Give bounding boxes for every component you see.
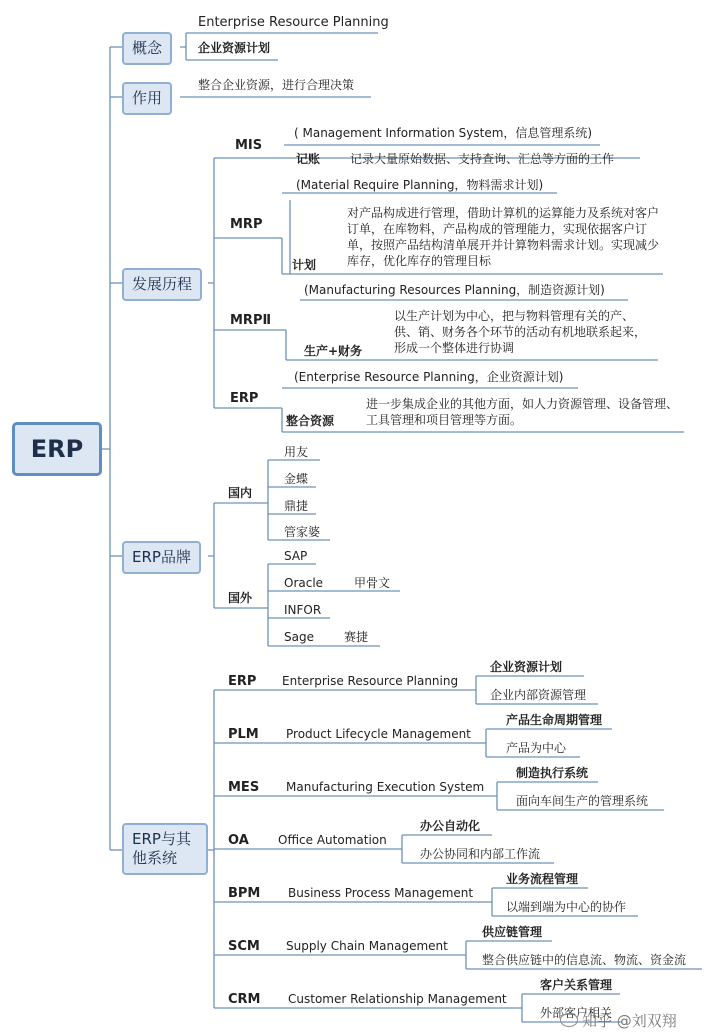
brand-item: Oracle bbox=[284, 576, 324, 590]
mrp-sub: 计划 bbox=[292, 258, 317, 272]
erp-hist-sub: 整合资源 bbox=[286, 414, 335, 428]
mrp-label[interactable]: MRP bbox=[230, 217, 263, 232]
node-history[interactable]: 发展历程 bbox=[122, 268, 202, 301]
system-zh: 办公自动化 bbox=[420, 819, 481, 833]
watermark-text: 知乎 @刘双翔 bbox=[582, 1012, 677, 1030]
brand-item-cn: 甲骨文 bbox=[354, 576, 391, 590]
system-desc: 外部客户相关 bbox=[540, 1006, 613, 1020]
node-brands[interactable]: ERP品牌 bbox=[122, 541, 201, 574]
brand-item: Sage bbox=[284, 630, 314, 644]
mrp2-desc: 以生产计划为中心，把与物料管理有关的产、供、销、财务各个环节的活动有机地联系起来，形成一个整体进行协调 bbox=[394, 309, 647, 355]
node-concept[interactable]: 概念 bbox=[122, 32, 172, 65]
system-abbr[interactable]: OA bbox=[228, 833, 249, 848]
mis-label[interactable]: MIS bbox=[235, 138, 263, 153]
system-desc: 企业内部资源管理 bbox=[490, 688, 587, 702]
mrp-desc: 对产品构成进行管理，借助计算机的运算能力及系统对客户订单，在库物料，产品构成的管理能力，实现依据客户订单，按照产品结构清单展开并计算物料需求计划。实现减少库存，优化库存的管理目标 bbox=[347, 206, 660, 268]
root-node[interactable]: ERP bbox=[12, 422, 102, 476]
system-desc: 整合供应链中的信息流、物流、资金流 bbox=[482, 953, 687, 967]
erp-hist-full: (Enterprise Resource Planning，企业资源计划) bbox=[294, 370, 564, 384]
system-desc: 办公协同和内部工作流 bbox=[420, 847, 541, 861]
brand-item: 鼎捷 bbox=[284, 499, 309, 513]
system-desc: 面向车间生产的管理系统 bbox=[516, 794, 649, 808]
system-full: Supply Chain Management bbox=[286, 939, 448, 953]
system-zh: 制造执行系统 bbox=[516, 766, 589, 780]
system-zh: 客户关系管理 bbox=[540, 978, 613, 992]
system-zh: 供应链管理 bbox=[482, 925, 543, 939]
system-abbr[interactable]: MES bbox=[228, 780, 260, 795]
concept-zh: 企业资源计划 bbox=[198, 41, 271, 55]
brands-domestic[interactable]: 国内 bbox=[228, 486, 253, 500]
mrp2-sub: 生产+财务 bbox=[304, 344, 363, 358]
concept-en: Enterprise Resource Planning bbox=[198, 15, 389, 30]
brand-item: 金蝶 bbox=[284, 472, 309, 486]
brands-foreign[interactable]: 国外 bbox=[228, 591, 253, 605]
erp-hist-label[interactable]: ERP bbox=[230, 391, 259, 406]
brand-item: 用友 bbox=[284, 445, 309, 459]
purpose-text: 整合企业资源，进行合理决策 bbox=[198, 78, 355, 92]
mis-desc: 记录大量原始数据、支持查询、汇总等方面的工作 bbox=[350, 152, 615, 166]
system-abbr[interactable]: SCM bbox=[228, 939, 260, 954]
brand-item-cn: 赛捷 bbox=[344, 630, 369, 644]
node-purpose[interactable]: 作用 bbox=[122, 82, 172, 115]
mrp2-full: (Manufacturing Resources Planning，制造资源计划) bbox=[304, 283, 605, 297]
system-desc: 产品为中心 bbox=[506, 741, 567, 755]
system-zh: 产品生命周期管理 bbox=[506, 713, 603, 727]
node-others[interactable]: ERP与其他系统 bbox=[122, 823, 208, 875]
brand-item: 管家婆 bbox=[284, 525, 321, 539]
watermark bbox=[560, 1010, 677, 1031]
system-abbr[interactable]: PLM bbox=[228, 727, 259, 742]
brand-item: SAP bbox=[284, 549, 308, 563]
system-desc: 以端到端为中心的协作 bbox=[506, 900, 627, 914]
system-full: Manufacturing Execution System bbox=[286, 780, 485, 794]
system-full: Enterprise Resource Planning bbox=[282, 674, 459, 688]
system-full: Product Lifecycle Management bbox=[286, 727, 471, 741]
mrp2-label[interactable]: MRPⅡ bbox=[230, 313, 272, 328]
mrp-full: (Material Require Planning，物料需求计划) bbox=[296, 178, 544, 192]
system-abbr[interactable]: CRM bbox=[228, 992, 261, 1007]
zhihu-logo-icon bbox=[560, 1013, 578, 1027]
root-trunk bbox=[102, 47, 110, 850]
brand-item: INFOR bbox=[284, 603, 322, 617]
system-full: Office Automation bbox=[278, 833, 387, 847]
erp-hist-desc: 进一步集成企业的其他方面，如人力资源管理、设备管理、工具管理和项目管理等方面。 bbox=[366, 397, 679, 427]
system-full: Customer Relationship Management bbox=[288, 992, 507, 1006]
system-zh: 业务流程管理 bbox=[506, 872, 579, 886]
mis-sub: 记账 bbox=[296, 152, 321, 166]
system-abbr[interactable]: ERP bbox=[228, 674, 257, 689]
mis-full: ( Management Information System，信息管理系统) bbox=[294, 126, 593, 140]
system-full: Business Process Management bbox=[288, 886, 474, 900]
system-abbr[interactable]: BPM bbox=[228, 886, 261, 901]
system-zh: 企业资源计划 bbox=[490, 660, 563, 674]
